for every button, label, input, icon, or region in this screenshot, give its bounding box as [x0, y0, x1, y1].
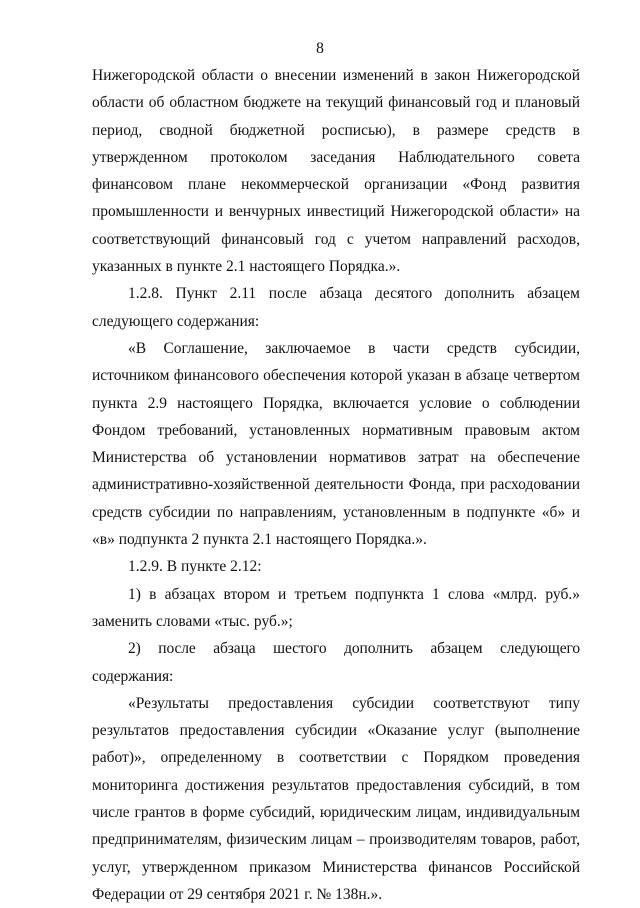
paragraph-subitem-2: 2) после абзаца шестого дополнить абзацем следующего содержания: [92, 640, 580, 685]
page-number: 8 [316, 40, 324, 57]
paragraph-item-1-2-9: 1.2.9. В пункте 2.12: [128, 558, 262, 576]
paragraph-continuation: Нижегородской области о внесении изменений в закон Нижегородской области об областном бюджете на текущий финансовый год и плановый период, сводной бюджетной росписью), в размере средств в утвержденном протоколом заседания Наблюдательного совета финансовом плане некоммерческой организации «Фонд развития промышленности и венчурных инвестиций Нижегородской области» на соответствующий финансовый год с учетом направлений расходов, указанных в пункте 2.1 настоящего Порядка.». [92, 67, 580, 276]
paragraph-item-1-2-8: 1.2.8. Пункт 2.11 после абзаца десятого дополнить абзацем следующего содержания: [92, 285, 580, 330]
document-body [92, 62, 580, 908]
paragraph-subitem-1: 1) в абзацах втором и третьем подпункта 1 слова «млрд. руб.» заменить словами «тыс. руб.»; [92, 585, 580, 630]
paragraph-quoted-results: «Результаты предоставления субсидии соответствуют типу результатов предоставления субсидии «Оказание услуг (выполнение работ)», определенному в соответствии с Порядком проведения мониторинга достижения результатов предоставления субсидий, в том числе грантов в форме субсидий, юридическим лицам, индивидуальным предпринимателям, физическим лицам – производителям товаров, работ, услуг, утвержденном приказом Министерства финансов Российской Федерации от 29 сентября 2021 г. № 138н.». [92, 694, 580, 903]
paragraph-quoted-agreement: «В Соглашение, заключаемое в части средств субсидии, источником финансового обеспечения которой указан в абзаце четвертом пункта 2.9 настоящего Порядка, включается условие о соблюдении Фондом требований, установленных нормативным правовым актом Министерства об установлении нормативов затрат на обеспечение административно-хозяйственной деятельности Фонда, при расходовании средств субсидии по направлениям, установленным в подпункте «б» и «в» подпункта 2 пункта 2.1 настоящего Порядка.». [92, 339, 580, 549]
